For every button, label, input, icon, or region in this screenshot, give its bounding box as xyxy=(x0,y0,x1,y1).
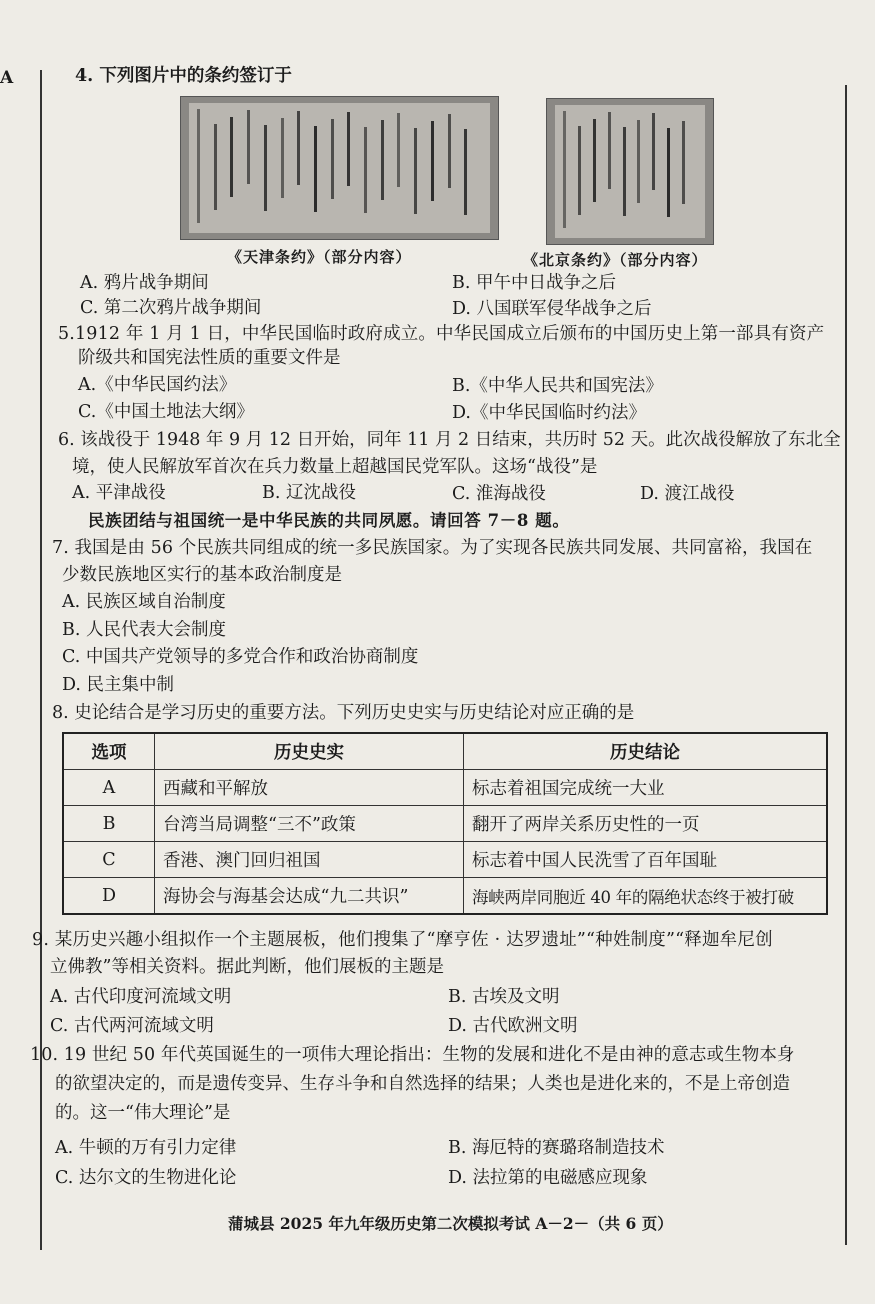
q5-line2: 阶级共和国宪法性质的重要文件是 xyxy=(78,348,341,368)
script-column xyxy=(397,113,400,187)
q10-line1: 10. 19 世纪 50 年代英国诞生的一项伟大理论指出：生物的发展和进化不是由神的意志或生物本身 xyxy=(30,1045,795,1065)
q10-line2: 的欲望决定的，而是遗传变异、生存斗争和自然选择的结果；人类也是进化来的，不是上帝创造 xyxy=(55,1074,790,1094)
script-column xyxy=(667,128,670,217)
q10-option-d: D. 法拉第的电磁感应现象 xyxy=(448,1168,648,1188)
section-note: 民族团结与祖国统一是中华民族的共同夙愿。请回答 7－8 题。 xyxy=(88,511,570,530)
table-row xyxy=(63,806,827,842)
caption-beijing: 《北京条约》（部分内容） xyxy=(523,251,708,269)
q10-option-a: A. 牛顿的万有引力定律 xyxy=(55,1138,237,1158)
q8-table xyxy=(62,732,828,915)
q7-option-d: D. 民主集中制 xyxy=(62,675,175,695)
script-column xyxy=(381,120,384,200)
q9-line2: 立佛教”等相关资料。据此判断，他们展板的主题是 xyxy=(50,957,444,977)
header-option: 选项 xyxy=(63,733,155,770)
q5-line1: 5.1912 年 1 月 1 日，中华民国临时政府成立。中华民国成立后颁布的中国历史上第一部具有资产 xyxy=(58,324,825,344)
row-conclusion: 翻开了两岸关系历史性的一页 xyxy=(464,806,828,842)
q6-option-d: D. 渡江战役 xyxy=(640,484,735,504)
table-row xyxy=(63,842,827,878)
q7-line2: 少数民族地区实行的基本政治制度是 xyxy=(62,565,342,585)
script-column xyxy=(264,125,267,211)
table-row xyxy=(63,770,827,806)
row-fact: 香港、澳门回归祖国 xyxy=(155,842,464,878)
q10-option-c: C. 达尔文的生物进化论 xyxy=(55,1168,237,1188)
script-column xyxy=(464,129,467,215)
script-column xyxy=(297,111,300,185)
right-margin-line xyxy=(845,85,847,1245)
q5-option-b: B.《中华人民共和国宪法》 xyxy=(452,376,663,396)
tianjin-treaty-photo xyxy=(180,96,499,240)
q10-option-b: B. 海厄特的赛璐珞制造技术 xyxy=(448,1138,665,1158)
q4-option-d: D. 八国联军侵华战争之后 xyxy=(452,299,652,319)
script-column xyxy=(448,114,451,188)
q6-option-b: B. 辽沈战役 xyxy=(262,483,356,503)
q8-stem: 8. 史论结合是学习历史的重要方法。下列历史史实与历史结论对应正确的是 xyxy=(52,703,635,723)
script-column xyxy=(578,126,581,215)
script-column xyxy=(608,112,611,189)
q5-option-d: D.《中华民国临时约法》 xyxy=(452,403,646,423)
script-column xyxy=(563,111,566,228)
script-column xyxy=(197,109,200,223)
script-column xyxy=(247,110,250,184)
q9-option-d: D. 古代欧洲文明 xyxy=(448,1016,578,1036)
script-column xyxy=(364,127,367,213)
script-column xyxy=(637,120,640,203)
q9-option-b: B. 古埃及文明 xyxy=(448,987,560,1007)
row-option: D xyxy=(63,878,155,915)
script-column xyxy=(623,127,626,216)
q4-option-c: C. 第二次鸦片战争期间 xyxy=(80,298,262,318)
beijing-treaty-photo xyxy=(546,98,714,245)
q6-line2: 境，使人民解放军首次在兵力数量上超越国民党军队。这场“战役”是 xyxy=(72,457,598,477)
row-conclusion: 标志着祖国完成统一大业 xyxy=(464,770,828,806)
q10-line3: 的。这一“伟大理论”是 xyxy=(55,1103,231,1123)
row-conclusion: 标志着中国人民洗雪了百年国耻 xyxy=(464,842,828,878)
q6-option-c: C. 淮海战役 xyxy=(452,484,546,504)
q7-option-a: A. 民族区域自治制度 xyxy=(62,592,226,612)
q5-option-c: C.《中国土地法大纲》 xyxy=(78,402,254,422)
script-column xyxy=(652,113,655,190)
script-column xyxy=(682,121,685,204)
script-column xyxy=(281,118,284,198)
page-footer: 蒲城县 2025 年九年级历史第二次模拟考试 A－2－（共 6 页） xyxy=(228,1214,673,1233)
q9-option-a: A. 古代印度河流域文明 xyxy=(50,987,232,1007)
row-fact: 海协会与海基会达成“九二共识” xyxy=(155,878,464,915)
script-column xyxy=(230,117,233,197)
table-row xyxy=(63,878,827,915)
q4-option-b: B. 甲午中日战争之后 xyxy=(452,273,616,293)
script-column xyxy=(214,124,217,210)
script-column xyxy=(431,121,434,201)
q6-line1: 6. 该战役于 1948 年 9 月 12 日开始，同年 11 月 2 日结束，共历时 52 天。此次战役解放了东北全 xyxy=(58,430,841,450)
caption-tianjin: 《天津条约》（部分内容） xyxy=(227,248,412,266)
edge-mark: A xyxy=(0,68,14,88)
q6-option-a: A. 平津战役 xyxy=(72,483,166,503)
left-margin-line xyxy=(40,70,42,1250)
header-conclusion: 历史结论 xyxy=(464,733,828,770)
row-option: B xyxy=(63,806,155,842)
script-column xyxy=(314,126,317,212)
q9-line1: 9. 某历史兴趣小组拟作一个主题展板，他们搜集了“摩亨佐 · 达罗遗址”“种姓制度”“释迦牟尼创 xyxy=(32,930,773,950)
q4-stem: 4. 下列图片中的条约签订于 xyxy=(75,66,292,86)
q9-option-c: C. 古代两河流域文明 xyxy=(50,1016,214,1036)
table-header-row xyxy=(63,733,827,770)
row-conclusion: 海峡两岸同胞近 40 年的隔绝状态终于被打破 xyxy=(464,878,828,915)
script-column xyxy=(347,112,350,186)
q7-line1: 7. 我国是由 56 个民族共同组成的统一多民族国家。为了实现各民族共同发展、共同富裕，我国在 xyxy=(52,538,813,558)
script-column xyxy=(414,128,417,214)
q7-option-b: B. 人民代表大会制度 xyxy=(62,620,226,640)
script-column xyxy=(593,119,596,202)
script-column xyxy=(331,119,334,199)
row-fact: 台湾当局调整“三不”政策 xyxy=(155,806,464,842)
q5-option-a: A.《中华民国约法》 xyxy=(78,375,237,395)
q4-option-a: A. 鸦片战争期间 xyxy=(80,273,209,293)
row-option: C xyxy=(63,842,155,878)
q7-option-c: C. 中国共产党领导的多党合作和政治协商制度 xyxy=(62,647,419,667)
row-option: A xyxy=(63,770,155,806)
row-fact: 西藏和平解放 xyxy=(155,770,464,806)
header-fact: 历史史实 xyxy=(155,733,464,770)
